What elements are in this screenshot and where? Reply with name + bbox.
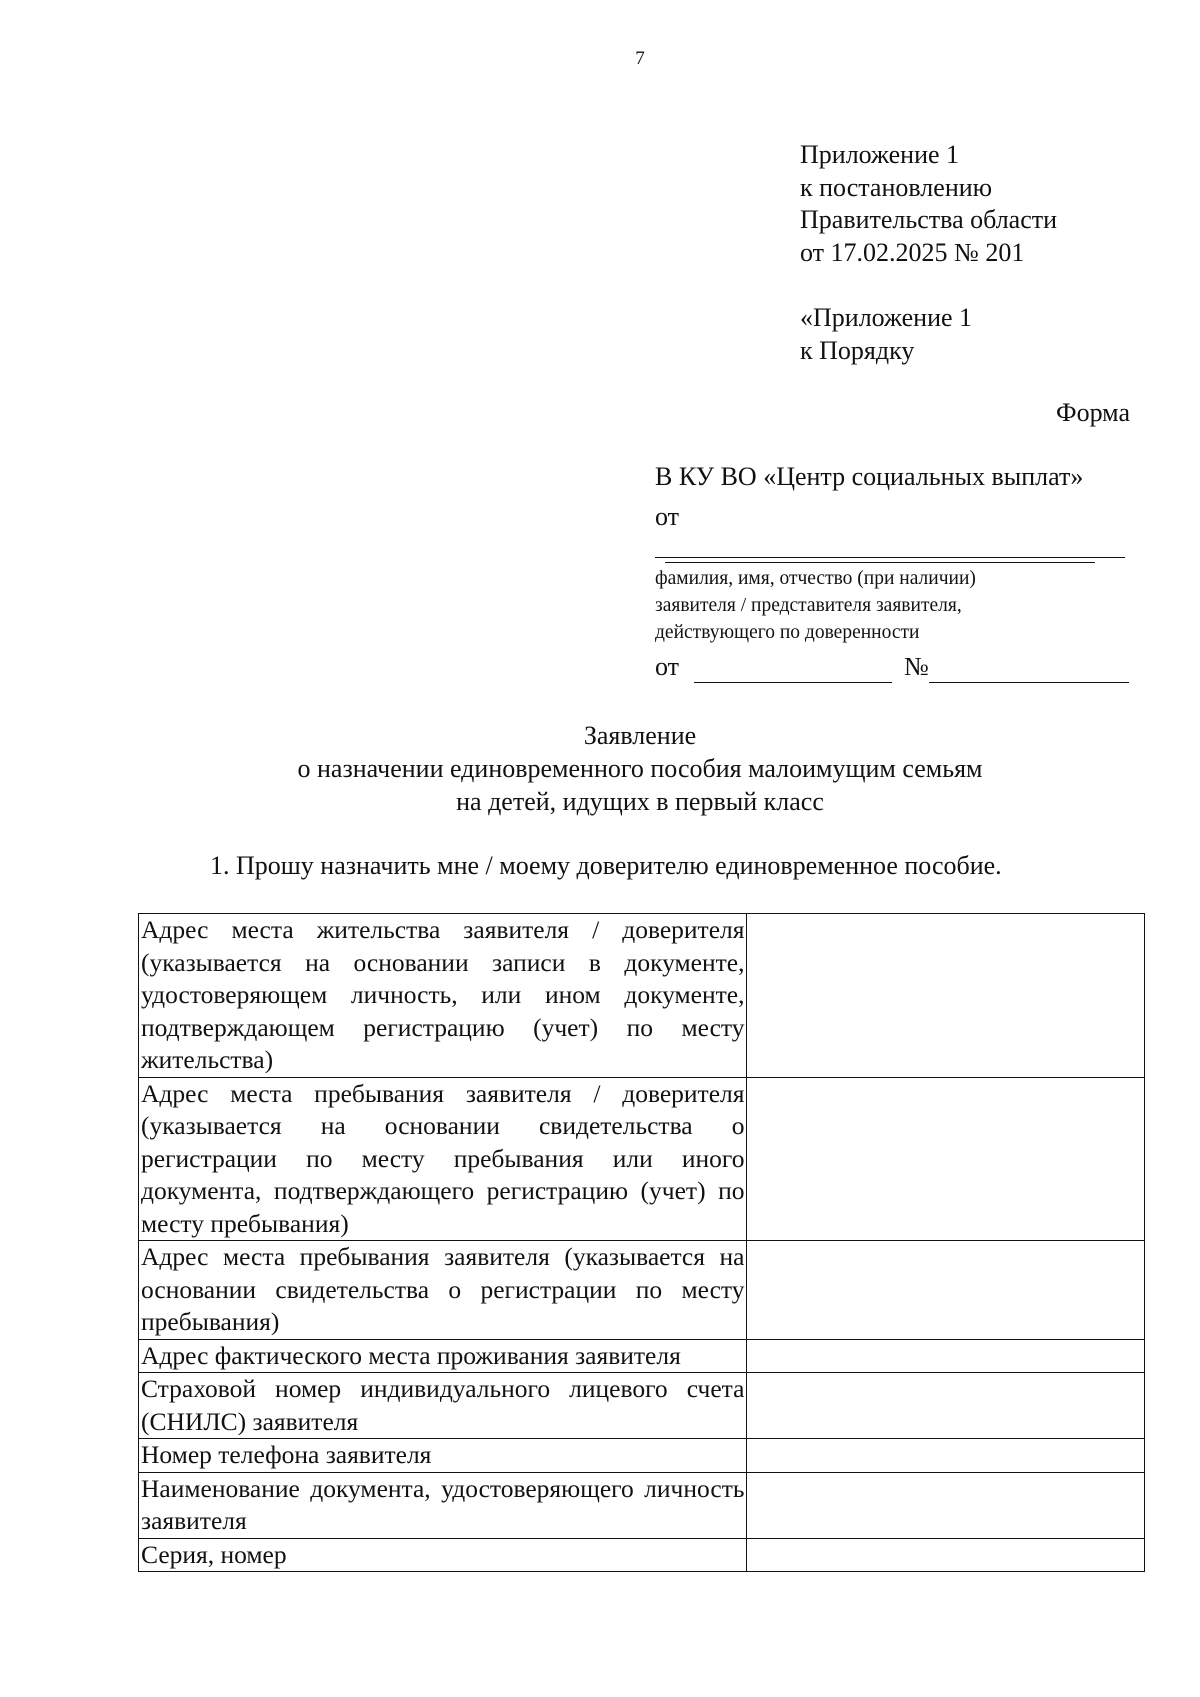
appendix-header-line: от 17.02.2025 № 201 <box>800 237 1025 267</box>
applicant-hint-line: заявителя / представителя заявителя, <box>655 595 962 616</box>
row-label: Серия, номер <box>139 1538 747 1572</box>
applicant-name-field[interactable] <box>665 532 1095 563</box>
row-value-cell[interactable] <box>747 1373 1145 1439</box>
appendix-header-line: к постановлению <box>800 172 993 202</box>
row-value-cell[interactable] <box>747 1241 1145 1340</box>
from-line <box>655 502 1125 563</box>
row-value-cell[interactable] <box>747 1472 1145 1538</box>
title-line: Заявление <box>583 721 697 750</box>
row-value-cell[interactable] <box>747 1339 1145 1373</box>
document-title <box>150 719 1130 818</box>
row-value-cell[interactable] <box>747 1439 1145 1473</box>
row-label: Наименование документа, удостоверяющего личность заявителя <box>139 1472 747 1538</box>
table-row <box>139 1077 1145 1241</box>
from-label: от <box>655 502 680 531</box>
table-row <box>139 1439 1145 1473</box>
row-value-cell[interactable] <box>747 1538 1145 1572</box>
table-row <box>139 1339 1145 1373</box>
table-row <box>139 1241 1145 1340</box>
appendix-header-2-line: «Приложение 1 <box>800 303 973 332</box>
appendix-header-2-line: к Порядку <box>800 335 915 365</box>
applicant-data-table <box>138 913 1145 1572</box>
paragraph-1: 1. Прошу назначить мне / моему доверителю единовременное пособие. <box>210 851 1002 880</box>
table-row <box>139 914 1145 1078</box>
power-of-attorney-number-field[interactable] <box>929 652 1129 683</box>
number-sign: № <box>904 652 929 681</box>
appendix-header-line: Правительства области <box>800 205 1058 234</box>
divider-line <box>655 557 1125 558</box>
appendix-header-2 <box>800 302 972 367</box>
from-date-number-line <box>655 652 1130 683</box>
appendix-header <box>800 139 1057 269</box>
row-label: Адрес места жительства заявителя / доверителя (указывается на основании записи в документе, удостоверяющем личность, или ином документе, подтверждающем регистрацию (учет) по месту жительства) <box>139 914 747 1078</box>
row-label: Адрес места пребывания заявителя / доверителя (указывается на основании свидетельства о регистрации по месту пребывания или иного документа, подтверждающего регистрацию (учет) по месту пребывания) <box>139 1077 747 1241</box>
title-line: на детей, идущих в первый класс <box>456 787 824 816</box>
table-row <box>139 1538 1145 1572</box>
applicant-hint-line: действующего по доверенности <box>655 622 920 643</box>
page-number: 7 <box>635 48 645 69</box>
appendix-header-line: Приложение 1 <box>800 140 960 169</box>
row-value-cell[interactable] <box>747 914 1145 1078</box>
row-label: Страховой номер индивидуального лицевого счета (СНИЛС) заявителя <box>139 1373 747 1439</box>
row-label: Адрес фактического места проживания заявителя <box>139 1339 747 1373</box>
row-label: Адрес места пребывания заявителя (указывается на основании свидетельства о регистрации по месту пребывания) <box>139 1241 747 1340</box>
title-line: о назначении единовременного пособия малоимущим семьям <box>297 754 983 783</box>
table-row <box>139 1373 1145 1439</box>
row-label: Номер телефона заявителя <box>139 1439 747 1473</box>
form-label: Форма <box>1056 398 1130 427</box>
from-label-2: от <box>655 652 680 681</box>
applicant-hint-line: фамилия, имя, отчество (при наличии) <box>655 568 976 589</box>
addressee: В КУ ВО «Центр социальных выплат» <box>655 462 1084 491</box>
power-of-attorney-date-field[interactable] <box>694 652 892 683</box>
table-row <box>139 1472 1145 1538</box>
row-value-cell[interactable] <box>747 1077 1145 1241</box>
applicant-hint <box>655 565 1130 646</box>
